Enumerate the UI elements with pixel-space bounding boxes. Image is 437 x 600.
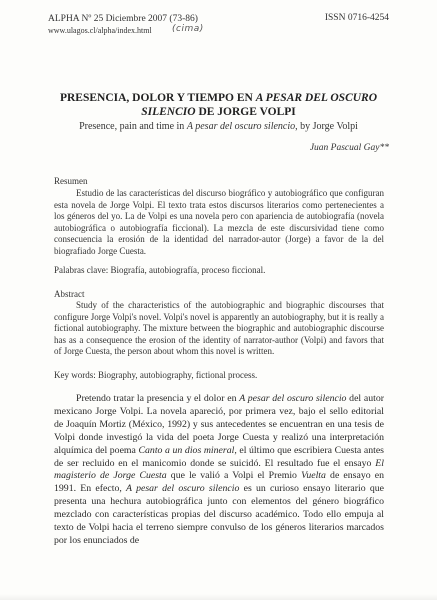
main-body-text — [54, 393, 384, 548]
handwritten-note: (cima) — [172, 24, 204, 34]
article-title — [40, 91, 397, 119]
body-italic-1: A pesar del oscuro silencio — [239, 393, 347, 404]
abstract-heading: Abstract — [54, 289, 85, 299]
body-span-3: , el último que escribiera Cuesta antes de ser recluido en el manicomio donde se suicidó. El resultado fue el ensayo — [54, 444, 384, 469]
body-span-1: Pretendo tratar la presencia y el dolor en — [76, 393, 240, 404]
article-author: Juan Pascual Gay** — [309, 143, 389, 153]
keywords-label: Key words: — [54, 370, 96, 380]
keywords-text: Biography, autobiography, fictional process. — [95, 370, 258, 380]
palabras-label: Palabras clave: — [54, 265, 109, 275]
title-italic-1: A PESAR DEL OSCURO — [255, 92, 378, 104]
subtitle-part-1: Presence, pain and time in — [79, 121, 187, 132]
body-italic-4: Vuelta — [301, 470, 326, 482]
abstract-text: Study of the characteristics of the autobiographic and biographic discourses that configure Jorge Volpi's novel. Volpi's novel is apparently an autobiography, but it is really a fictional autobiography. The mixture between the biographic and autobiographic discourse has as a consequence the erosion of the identity of narrator-author (Volpi) and favors that of Jorge Cuesta, the person about whom this novel is written. — [54, 300, 384, 357]
body-italic-3: El magisterio de Jorge Cuesta — [54, 457, 384, 482]
subtitle-italic: A pesar del oscuro silencio — [186, 121, 296, 132]
body-span-5: de ensayo en 1991. En efecto, — [54, 470, 385, 495]
body-span-6: es un curioso ensayo literario que presenta una hechura autobiográfica junto con elementos del género biográfico mezclado con características propias del discurso académico. Todo ello empuja al texto de Volpi hacia el terreno siempre convulso de los géneros literarios marcados por los enunciados de — [54, 483, 384, 546]
title-italic-2: SILENCIO — [141, 106, 196, 118]
palabras-clave — [54, 265, 384, 277]
page-shadow — [0, 594, 437, 600]
body-italic-5: A pesar del oscuro silencio — [126, 483, 240, 495]
issn-number: ISSN 0716-4254 — [324, 13, 389, 23]
body-italic-2: Canto a un dios mineral — [138, 444, 235, 456]
key-words — [54, 370, 384, 382]
resumen-heading: Resumen — [54, 176, 88, 186]
journal-url[interactable]: www.ulagos.cl/alpha/index.html — [48, 26, 152, 35]
resumen-text: Estudio de las características del discurso biográfico y autobiográfico que configuran esta novela de Jorge Volpi. El texto trata estos discursos literarios como pertenecientes a los géneros del yo. La de Volpi es una novela pero con apariencia de autobiografía (novela autobiográfica o autobiografía ficcional). La mezcla de este discursividad tiene como consecuencia la erosión de la identidad del narrador-autor (Jorge) a favor de la del biografiado Jorge Cuesta. — [54, 188, 384, 256]
body-span-2: del autor mexicano Jorge Volpi. La novela apareció, por primera vez, bajo el sello editorial de Joaquín Mortiz (México, 1992) y sus antecedentes se encuentran en una tesis de Volpi donde investigó la vida del poeta Jorge Cuesta y realizó una interpretación alquímica del poema — [54, 393, 384, 456]
subtitle-part-2: , by Jorge Volpi — [295, 121, 358, 132]
journal-issue: ALPHA Nº 25 Diciembre 2007 (73-86) — [48, 14, 198, 24]
body-span-4: que le valió a Volpi el Premio — [166, 470, 302, 482]
title-part-1: PRESENCIA, DOLOR Y TIEMPO EN — [59, 92, 256, 104]
palabras-text: Biografía, autobiografía, proceso ficcional. — [108, 265, 266, 275]
title-part-2: DE JORGE VOLPI — [195, 106, 296, 118]
article-subtitle — [40, 121, 397, 132]
